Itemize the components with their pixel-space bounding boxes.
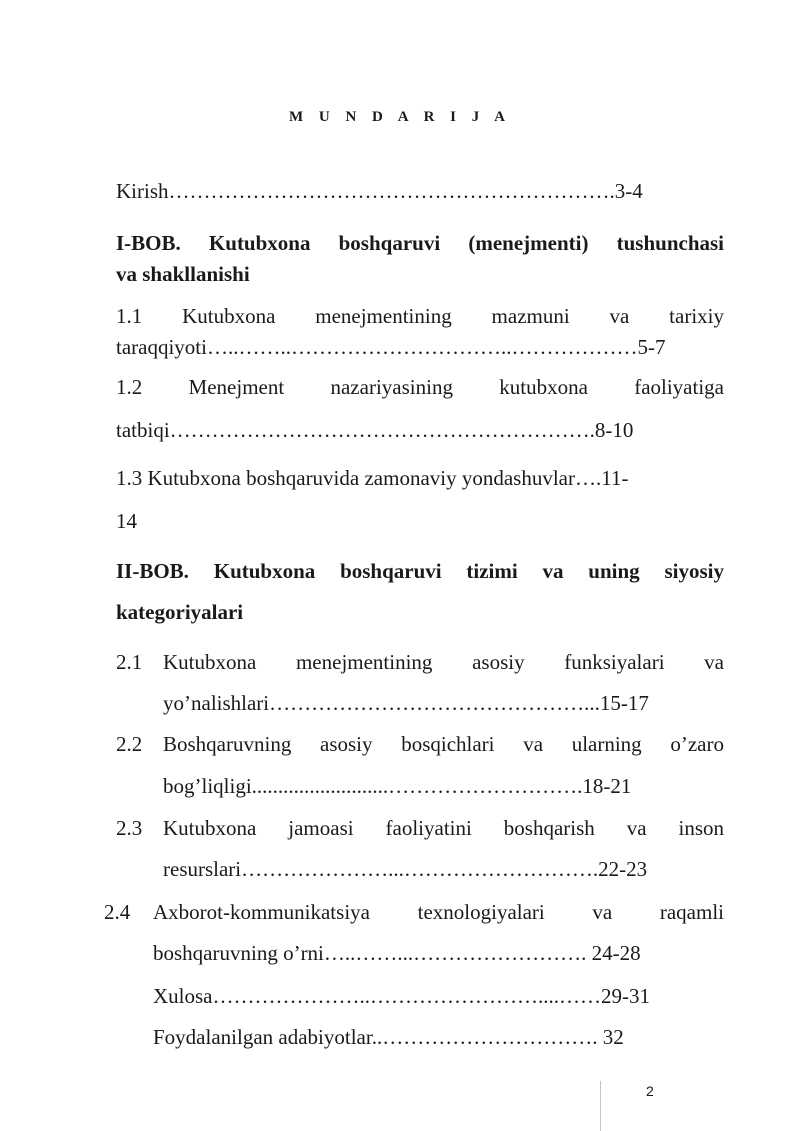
toc-entry-1-3-line1: 1.3 Kutubxona boshqaruvida zamonaviy yondashuvlar….11-	[116, 466, 629, 490]
toc-entry-2-2-line1: Boshqaruvning asosiy bosqichlari va ularning o’zaro	[163, 732, 724, 756]
toc-entry-references: Foydalanilgan adabiyotlar..…………………………. 32	[153, 1025, 624, 1049]
toc-entry-1-2-line2: tatbiqi…………………………………………………….8-10	[116, 418, 634, 442]
chapter1-title-line1	[116, 230, 724, 256]
toc-entry-2-2-line2: bog’liqligi..........................……………………….18-21	[163, 774, 632, 798]
toc-entry-2-1-line2: yo’nalishlari………………………………………...15-17	[163, 691, 649, 715]
chapter2-title-line1: II-BOB. Kutubxona boshqaruvi tizimi va uning siyosiy	[116, 559, 724, 583]
toc-entry-2-2-number: 2.2	[116, 732, 143, 756]
page-margin-line	[600, 1081, 601, 1131]
chapter1-title-line2: va shakllanishi	[116, 262, 250, 286]
page-number: 2	[646, 1083, 654, 1099]
toc-entry-2-3-number: 2.3	[116, 816, 143, 840]
chapter1-label: I-BOB	[116, 231, 176, 255]
toc-entry-2-3-line2: resurslari…………………...……………………….22-23	[163, 857, 648, 881]
chapter2-title-line2: kategoriyalari	[116, 600, 244, 624]
toc-entry-2-1-number: 2.1	[116, 650, 143, 674]
toc-entry-conclusion: Xulosa…………………..……………………....……29-31	[153, 984, 650, 1008]
toc-entry-2-4-number: 2.4	[104, 900, 131, 924]
toc-entry-2-1-line1: Kutubxona menejmentining asosiy funksiyalari va	[163, 650, 724, 674]
toc-entry-1-2-line1: 1.2 Menejment nazariyasining kutubxona faoliyatiga	[116, 375, 724, 399]
chapter1-title-text: . Kutubxona boshqaruvi (menejmenti) tushunchasi	[175, 231, 724, 255]
toc-entry-1-1-line2: taraqqiyoti…..……..…………………………..………………5-7	[116, 335, 666, 359]
toc-title: M U N D A R I J A	[288, 109, 511, 125]
toc-entry-2-3-line1: Kutubxona jamoasi faoliyatini boshqarish va inson	[163, 816, 724, 840]
toc-entry-1-3-line2: 14	[116, 509, 137, 533]
toc-entry-2-4-line1: Axborot-kommunikatsiya texnologiyalari va raqamli	[153, 900, 724, 924]
toc-entry-intro: Kirish……………………………………………………….3-4	[116, 179, 643, 203]
toc-entry-1-1-line1: 1.1 Kutubxona menejmentining mazmuni va tarixiy	[116, 304, 724, 328]
toc-entry-2-4-line2: boshqaruvning o’rni…..……...……………………. 24-28	[153, 941, 641, 965]
